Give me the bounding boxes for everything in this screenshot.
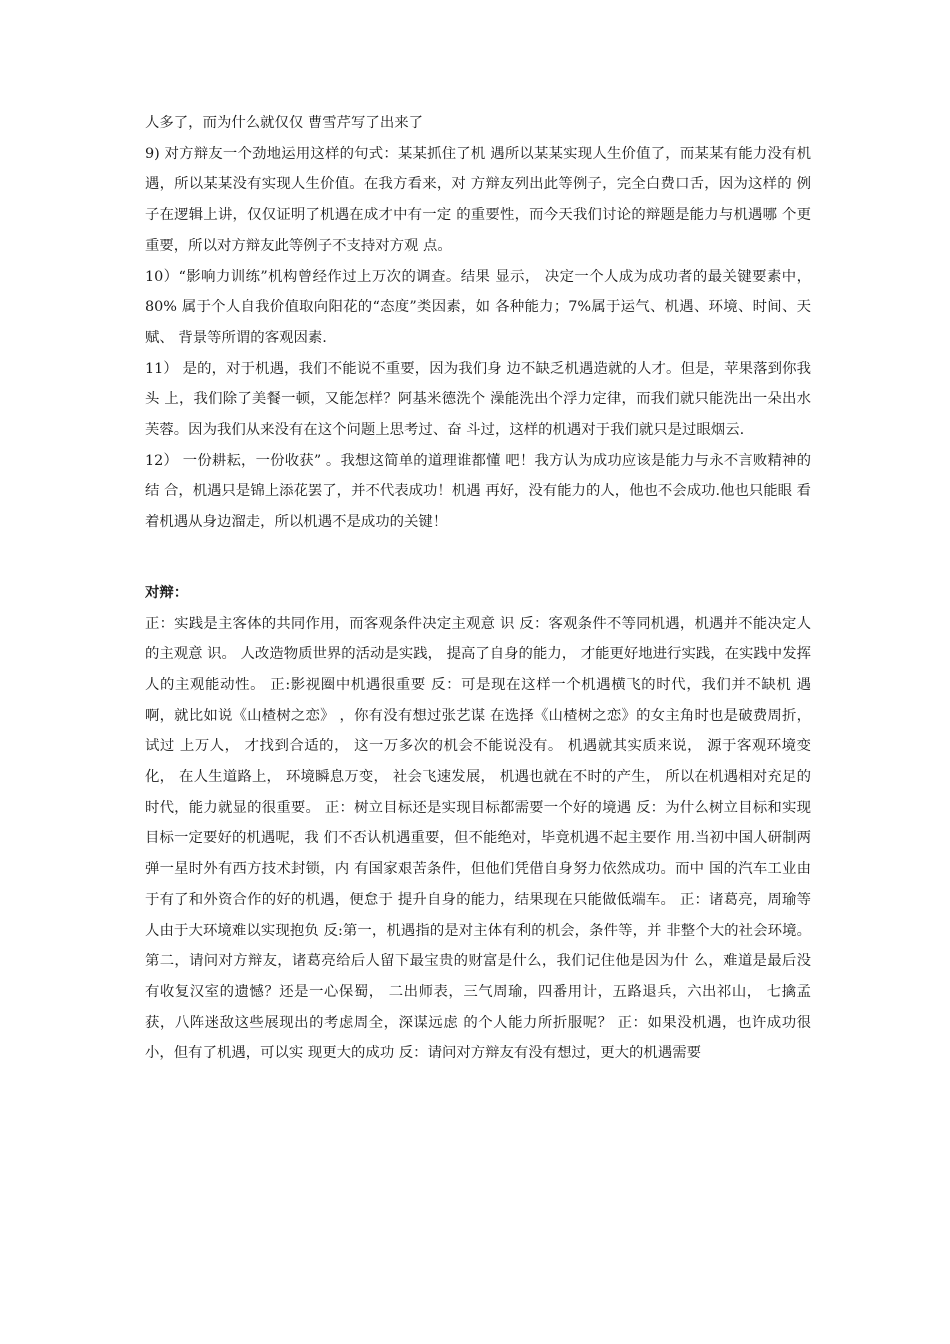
debate-body: 正：实践是主客体的共同作用，而客观条件决定主观意 识 反：客观条件不等同机遇，机遇并不能决定人的主观意 识。 人改造物质世界的活动是实践， 提高了自身的能力， 才能更好地进行实践，在实践中发挥人的主观能动性。 正:影视圈中机遇很重要 反：可是现在这样一个机遇横飞的时代，我们并不缺机 遇啊，就比如说《山楂树之恋》 ，你有没有想过张艺谋 在选择《山楂树之恋》的女主角时也是破费周折，试过 上万人， 才找到合适的， 这一万多次的机会不能说没有。 机遇就其实质来说， 源于客观环境变化， 在人生道路上， 环境瞬息万变， 社会飞速发展， 机遇也就在不时的产生， 所以在机遇相对充足的时代，能力就显的很重要。 正：树立目标还是实现目标都需要一个好的境遇 反：为什么树立目标和实现目标一定要好的机遇呢，我 们不否认机遇重要，但不能绝对，毕竟机遇不起主要作 用.当初中国人研制两弹一星时外有西方技术封锁，内 有国家艰苦条件，但他们凭借自身努力依然成功。而中 国的汽车工业由于有了和外资合作的好的机遇，便怠于 提升自身的能力，结果现在只能做低端车。 正：诸葛亮，周瑜等人由于大环境难以实现抱负 反:第一，机遇指的是对主体有利的机会，条件等，并 非整个大的社会环境。第二，请问对方辩友，诸葛亮给后人留下最宝贵的财富是什么，我们记住他是因为什 么，难道是最后没有收复汉室的遗憾？还是一心保蜀， 二出师表，三气周瑜，四番用计，五路退兵，六出祁山， 七擒孟获，八阵迷敌这些展现出的考虑周全，深谋远虑 的个人能力所折服呢？ 正：如果没机遇，也许成功很小，但有了机遇，可以实 现更大的成功 反：请问对方辩友有没有想过，更大的机遇需要 xyxy=(145,615,811,1062)
paragraph-point-9: 9) 对方辩友一个劲地运用这样的句式：某某抓住了机 遇所以某某实现人生价值了，而某某有能力没有机 遇，所以某某没有实现人生价值。在我方看来，对 方辩友列出此等例子，完全白费口舌，因为这样的 例子在逻辑上讲，仅仅证明了机遇在成才中有一定 的重要性，而今天我们讨论的辩题是能力与机遇哪 个更重要，所以对方辩友此等例子不支持对方观 点。 xyxy=(145,145,811,254)
paragraph-point-12: 12） 一份耕耘，一份收获” 。我想这简单的道理谁都懂 吧！我方认为成功应该是能力与永不言败精神的结 合，机遇只是锦上添花罢了，并不代表成功！机遇 再好，没有能力的人，他也不会成功.他也只能眼 看着机遇从身边溜走，所以机遇不是成功的关键！ xyxy=(145,452,811,531)
paragraph-point-10: 10）“影响力训练”机构曾经作过上万次的调查。结果 显示， 决定一个人成为成功者的最关键要素中， 80% 属于个人自我价值取向阳花的“态度”类因素，如 各种能力；7%属于运气、机遇、环境、时间、天赋、 背景等所谓的客观因素. xyxy=(145,268,811,346)
section-heading: 对辩： xyxy=(145,584,189,601)
paragraph-continuation: 人多了，而为什么就仅仅 曹雪芹写了出来了 xyxy=(145,115,423,131)
section-spacer xyxy=(145,538,811,578)
paragraph-point-11: 11） 是的，对于机遇，我们不能说不重要，因为我们身 边不缺乏机遇造就的人才。但是，苹果落到你我头 上，我们除了美餐一顿，又能怎样？阿基米德洗个 澡能洗出个浮力定律，而我们就只能洗出一朵出水 芙蓉。因为我们从来没有在这个问题上思考过、奋 斗过，这样的机遇对于我们就只是过眼烟云. xyxy=(145,360,811,439)
document-page xyxy=(145,108,811,1069)
